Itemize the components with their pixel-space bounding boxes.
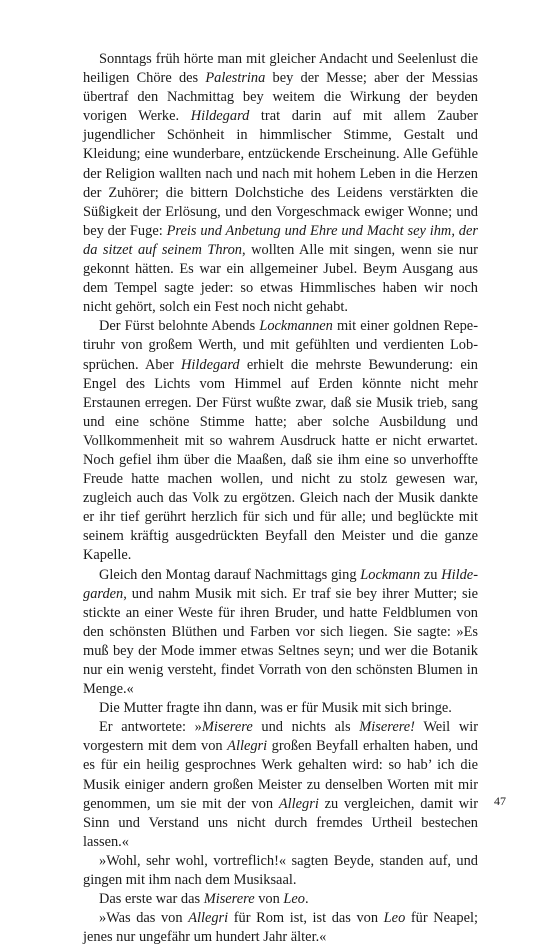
text-run: erhielt die mehrste Bewunderung: ein Engel des Lichts vom Himmel auf Erden könnte nicht mehr Erstaunen erregen. Der Fürst wußte zwar, daß sie Musik trieb, sang und eine schöne Stimme hatte; aber solche Ausbildung und Vollkommenheit mit so wahrem Ausdruck hatte er nicht erwartet. Noch gefiel ihm über die Maaßen, daß sie ihm eine so unverhoffte Freude hatte machen wollen, und nicht zu stolz gewesen war, zugleich auch das Volk zu ergötzen. Gleich nach der Musik dankte er ihr tief gerührt herzlich für sich und für alle; und beglückte mit seinem kräftig ausgedrückten Beyfall den Meister und die ganze Kapelle.	[83, 356, 478, 564]
text-run: bey der Messe; aber der Messias übertraf den Nachmittag bey weitem die Wirkung der beyden vorigen Werke.	[83, 70, 479, 125]
italic-run: Allegri	[188, 910, 229, 927]
text-run: , und nahm Musik mit sich. Er traf sie bey ihrer Mutter; sie stickte an einer Weste für ihren Bruder, und hatte Feldblumen von den schönsten Blüthen und Farben vor sich liegen. Sie sagte: »Es muß bey der Mode immer etwas Seltnes seyn; und wer die Botanik nur ein wenig versteht, findet Vorrath von den schönsten Blumen in Menge.«	[83, 585, 478, 698]
paragraph	[83, 566, 478, 700]
italic-run: Hildegard	[190, 108, 250, 125]
italic-run: Lockmann	[360, 566, 421, 583]
italic-run: Preis und Anbetung und Ehre und Macht sey ihm, der da sitzet auf seinem Thron	[83, 222, 478, 258]
text-run: Das erste war das	[99, 891, 204, 908]
text-run: von	[254, 891, 284, 908]
text-run: mit einer goldnen Repetiruhr von großem Werth, und mit gefühlten und verdienten Lobsprüchen. Aber	[83, 318, 478, 373]
text-run: .	[304, 891, 309, 908]
text-run: Sonntags früh hörte man mit gleicher Andacht und Seelenlust die heiligen Chöre des	[83, 51, 478, 87]
italic-run: Miserere!	[359, 719, 415, 736]
text-run: und nichts als	[252, 719, 360, 736]
italic-run: Palestrina	[205, 70, 266, 87]
text-run: Weil wir vorgestern mit dem von	[83, 719, 479, 755]
paragraph	[83, 852, 478, 890]
page-number: 47	[494, 794, 506, 808]
italic-run: Allegri	[278, 795, 319, 812]
text-run: trat darin auf mit allem Zauber jugendlicher Schönheit in himmlischer Stimme, Gestalt und Kleidung; eine wunderbare, entzückende Erscheinung. Alle Gefühle der Religion wallten nach und nach mit hohem Leben in die Herzen der Zuhörer; die bittern Dolchstiche des Leidens verstärkten die Süßigkeit der Erlösung, und den Vorgeschmack ewiger Wonne; und bey der Fuge:	[83, 108, 478, 239]
text-run: Die Mutter fragte ihn dann, was er für Musik mit sich bringe.	[99, 700, 452, 717]
text-run: großen Beyfall erhalten haben, und es für ein heilig gesprochnes Werk gehalten wird: so hab’ ich die Musik einiger andern großen Meister zu denselben Worten mit mir genommen, um sie mit der von	[83, 738, 479, 812]
paragraph	[83, 718, 478, 852]
paragraph	[83, 909, 478, 947]
paragraph	[83, 317, 478, 565]
text-run: Der Fürst belohnte Abends	[99, 318, 260, 335]
italic-run: Leo	[283, 891, 305, 908]
paragraph	[83, 50, 478, 317]
page-body	[83, 50, 478, 947]
text-run: für Neapel; jenes nur ungefähr um hundert Jahr älter.«	[83, 910, 478, 946]
italic-run: Lockmannen	[259, 318, 333, 335]
italic-run: Leo	[383, 910, 406, 927]
italic-run: Hildegarden	[83, 566, 478, 602]
text-run: für Rom ist, ist das von	[228, 910, 384, 927]
italic-run: Allegri	[227, 738, 268, 755]
text-run: Gleich den Montag darauf Nachmittags ging	[99, 566, 361, 583]
text-run: »Wohl, sehr wohl, vortreflich!« sagten Beyde, standen auf, und gingen mit ihm nach dem Musiksaal.	[83, 852, 478, 889]
text-run: zu	[420, 566, 442, 583]
paragraph	[83, 890, 478, 909]
paragraph	[83, 699, 478, 718]
italic-run: Miserere	[201, 719, 253, 736]
text-run: , wollten Alle mit singen, wenn sie nur gekonnt hätten. Es war ein allgemeiner Jubel. Beym Ausgang aus dem Tempel sagte jeder: so etwas Himmlisches haben wir noch nicht gehört, solch ein Fest noch nicht gehabt.	[83, 241, 478, 316]
text-run: »Was das von	[99, 910, 189, 927]
text-run: Er antwortete: »	[99, 719, 202, 736]
text-run: zu vergleichen, damit wir Sinn und Verstand uns nicht durch fremdes Urtheil bestechen lassen.«	[83, 795, 478, 850]
italic-run: Hildegard	[181, 356, 240, 373]
italic-run: Miserere	[203, 891, 255, 908]
